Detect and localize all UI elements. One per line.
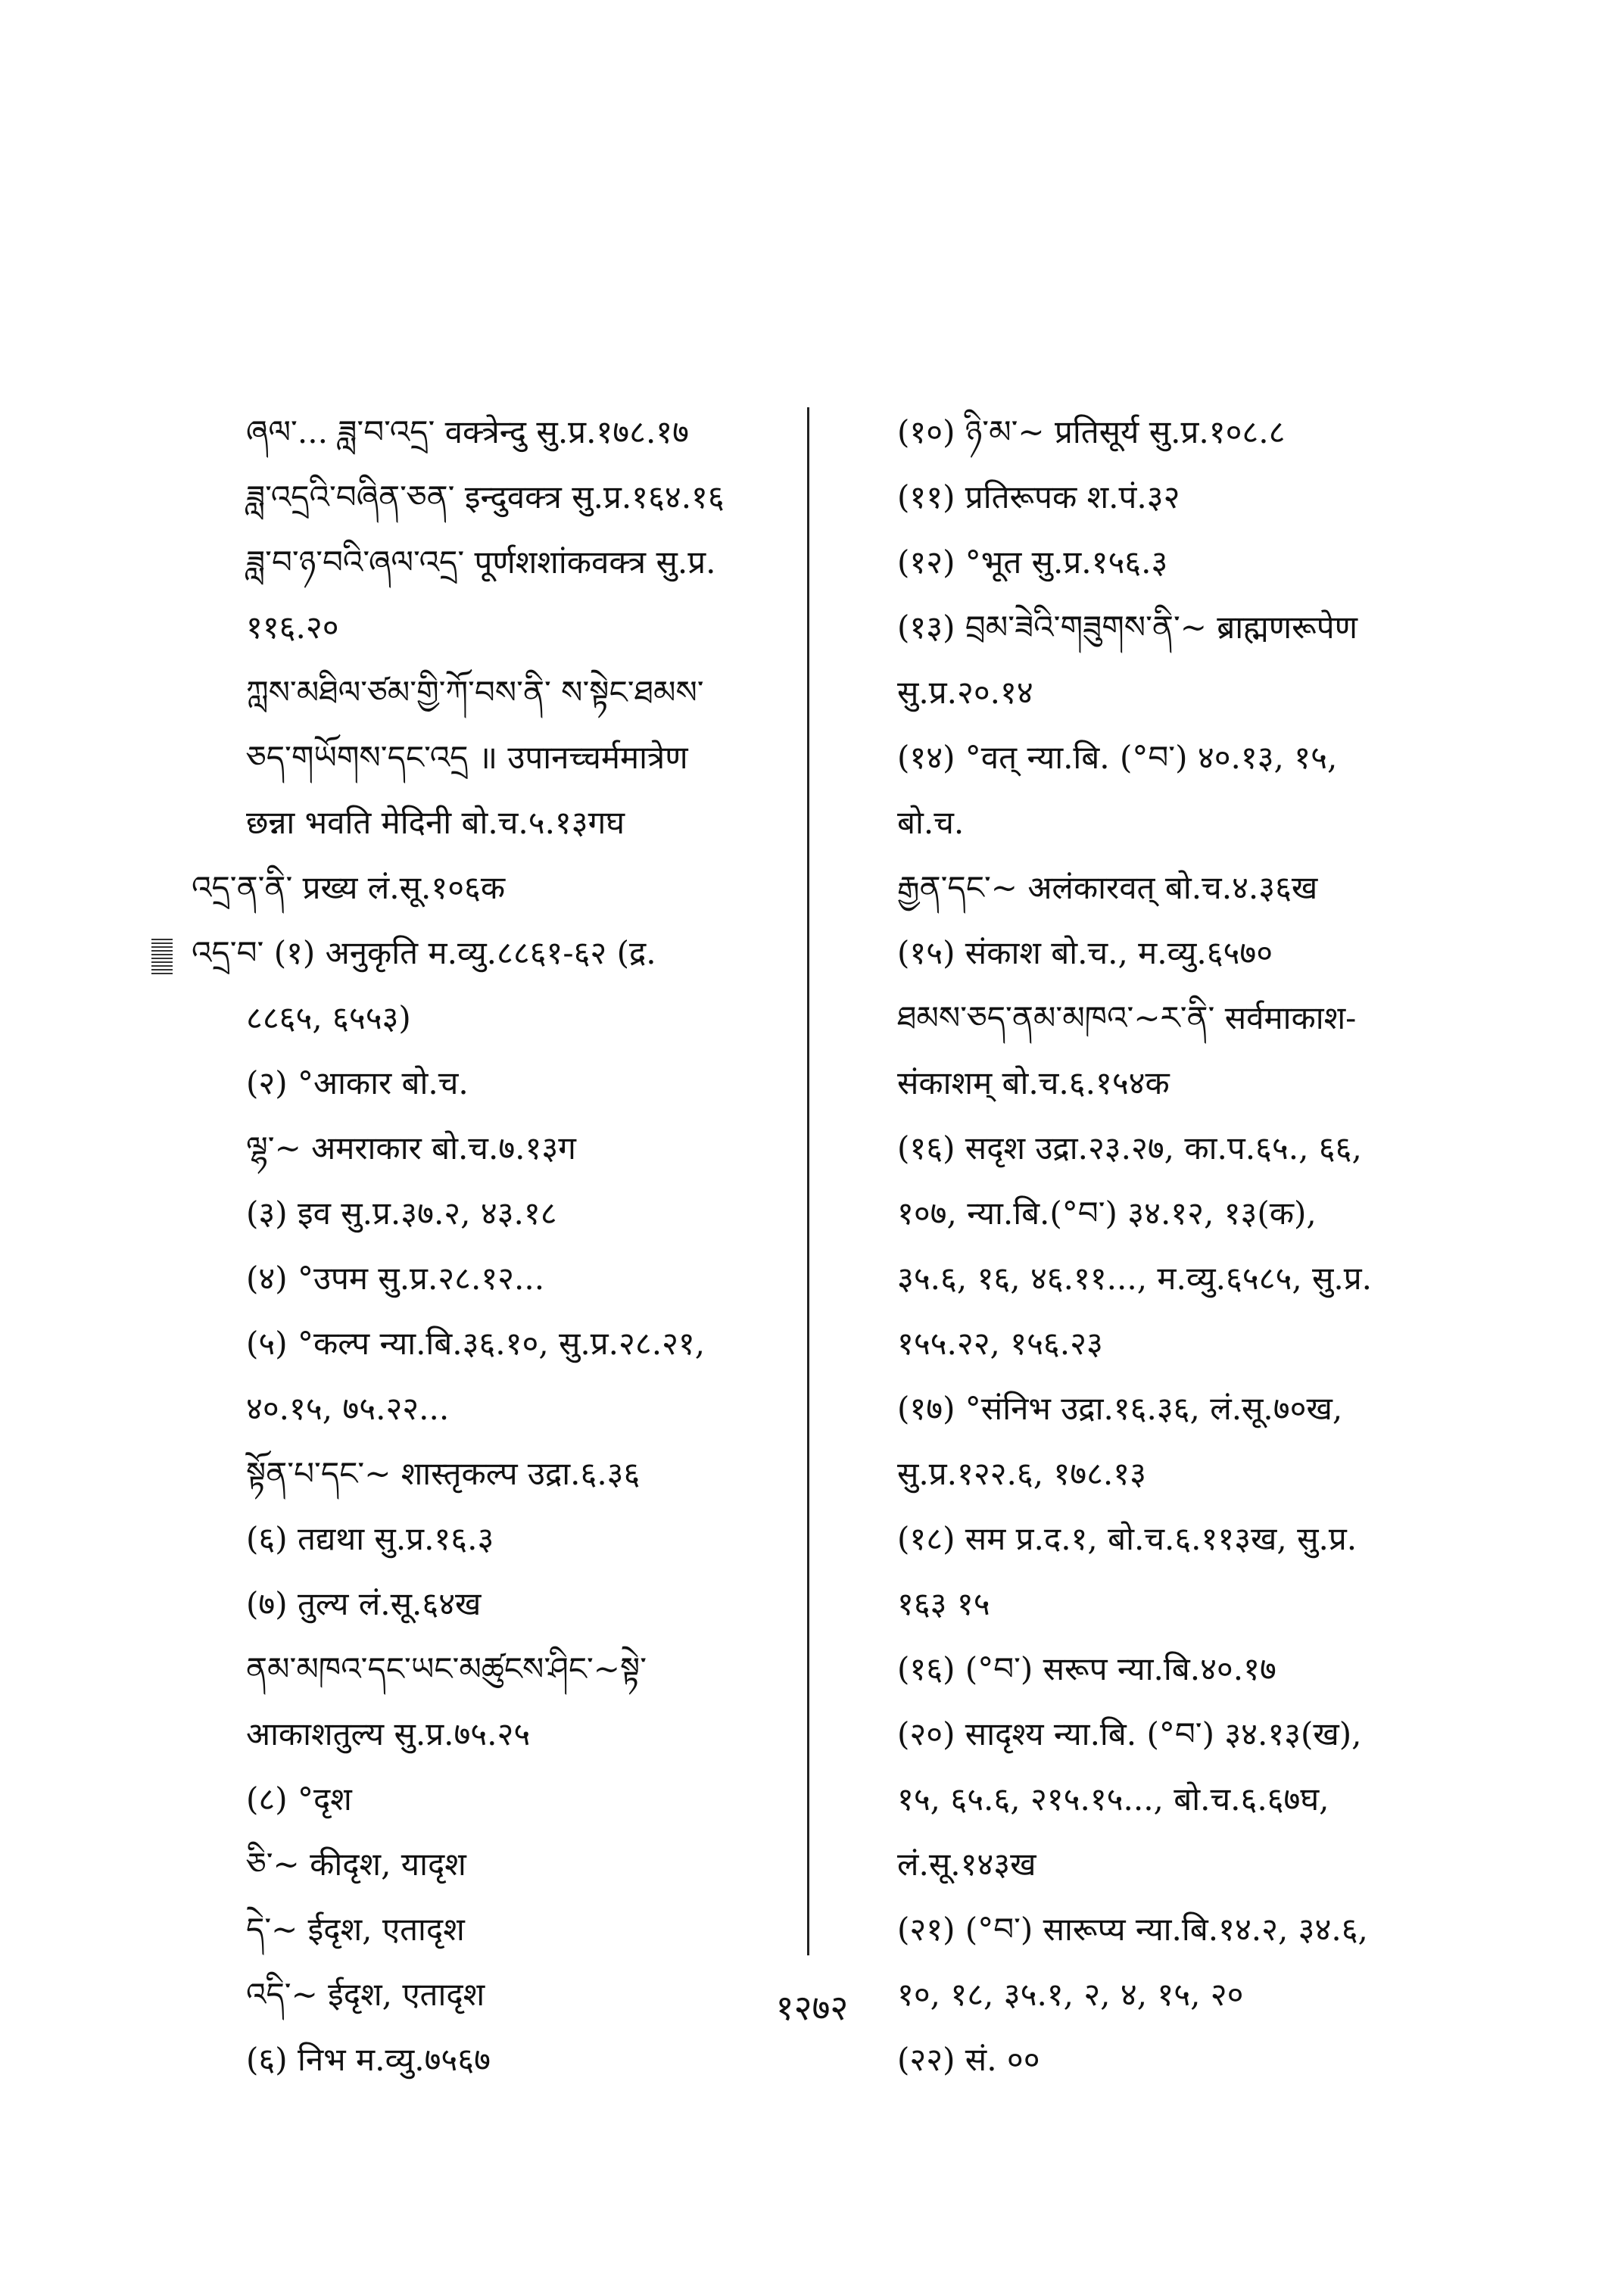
entry-line: ལྷ་~ अमराकार बो.च.७.१३ग bbox=[246, 1129, 576, 1167]
entry-line: (१८) सम प्र.द.१, बो.च.६.११३ख, सु.प्र. bbox=[897, 1520, 1357, 1557]
page-number: १२७२ bbox=[775, 1987, 849, 2028]
entry-line: आकाशतुल्य सु.प्र.७५.२५ bbox=[246, 1715, 531, 1752]
entry-line: ३५.६, १६, ४६.११..., म.व्यु.६५८५, सु.प्र. bbox=[897, 1260, 1373, 1297]
entry-line: དེ་~ ईदृश, एतादृश bbox=[246, 1911, 465, 1948]
entry-line: ཅི་~ कीदृश, यादृश bbox=[246, 1846, 466, 1883]
entry-line: १५५.२२, १५६.२३ bbox=[897, 1325, 1103, 1362]
entry-line: (१६) (°བ་) सरूप न्या.बि.४०.१७ bbox=[897, 1650, 1276, 1687]
entry-line: ८८६५, ६५५३) bbox=[246, 999, 411, 1036]
entry-line: (१५) संकाश बो.च., म.व्यु.६५७० bbox=[897, 934, 1273, 971]
entry-line: संकाशम् बो.च.६.१५४क bbox=[897, 1064, 1170, 1101]
entry-line: (१४) °वत् न्या.बि. (°བ་) ४०.१३, १५, bbox=[897, 739, 1338, 776]
entry-line: १०७, न्या.बि.(°བ་) ३४.१२, १३(क), bbox=[897, 1195, 1317, 1232]
entry-line: ཐམས་ཅད་ནམ་མཁའ་~ར་ནི་ सर्वमाकाश- bbox=[897, 999, 1357, 1036]
entry-line: सु.प्र.२०.१४ bbox=[897, 674, 1033, 711]
entry-line: (२२) सं. ०० bbox=[897, 2041, 1040, 2078]
entry-line: (१३) བྲམ་ཟེའི་གཟུགས་ནི་~ ब्राह्मणरूपेण bbox=[897, 609, 1358, 646]
column-divider bbox=[807, 407, 809, 1955]
entry-line: འདྲ་ན་ནི་ प्रख्य लं.सू.१०६क bbox=[192, 869, 506, 906]
entry-line: (२) °आकार बो.च. bbox=[246, 1064, 469, 1101]
margin-tick-marks bbox=[151, 939, 173, 977]
entry-line: འདྲ་བ་ (१) अनुकृति म.व्यु.८८६१-६२ (द्र. bbox=[192, 934, 656, 971]
entry-line: (४) °उपम सु.प्र.२८.१२... bbox=[246, 1260, 545, 1297]
entry-line: बो.च. bbox=[897, 804, 965, 841]
entry-line: (६) निभ म.व्यु.७५६७ bbox=[246, 2041, 491, 2078]
entry-line: ཅད་གཡོགས་དང་འདྲ ॥ उपानच्चर्ममात्रेण bbox=[246, 739, 688, 776]
entry-line: (५) °कल्प न्या.बि.३६.१०, सु.प्र.२८.२१, bbox=[246, 1325, 706, 1362]
entry-line: (१६) सदृश उद्रा.२३.२७, का.प.६५., ६६, bbox=[897, 1129, 1362, 1167]
entry-line: (८) °दृश bbox=[246, 1781, 352, 1818]
entry-line: ཞལ་... ཟླ་བ་འདྲ་ वक्त्रेन्दु सु.प्र.१७८.१७ bbox=[246, 413, 689, 450]
entry-line: འདི་~ ईदृश, एतादृश bbox=[246, 1976, 485, 2013]
entry-line: (२०) सादृश्य न्या.बि. (°བ་) ३४.१३(ख), bbox=[897, 1715, 1362, 1752]
entry-line: སྟོན་པ་དང་~ शास्तृकल्प उद्रा.६.३६ bbox=[246, 1455, 641, 1492]
entry-line: ནམ་མཁའ་དང་ཡང་མཚུངས་ཤིང་~སྟེ་ bbox=[246, 1650, 647, 1687]
entry-line: ཀླས་མཐིལ་ཙམ་གྱི་ཀོ་བས་ནི་ ས་སྟེང་ཐམས་ bbox=[246, 674, 704, 711]
entry-line: सु.प्र.१२२.६, १७८.१३ bbox=[897, 1455, 1146, 1492]
entry-line: (७) तुल्य लं.सू.६४ख bbox=[246, 1585, 482, 1622]
entry-line: लं.सू.१४३ख bbox=[897, 1846, 1036, 1883]
entry-line: ११६.२० bbox=[246, 609, 339, 646]
entry-line: (११) प्रतिरूपक श.पं.३२ bbox=[897, 478, 1180, 516]
entry-line: (६) तद्यथा सु.प्र.१६.३ bbox=[246, 1520, 494, 1557]
entry-line: ४०.१५, ७५.२२... bbox=[246, 1390, 450, 1427]
entry-line: १६३ १५ bbox=[897, 1585, 990, 1622]
entry-line: (३) इव सु.प्र.३७.२, ४३.१८ bbox=[246, 1195, 557, 1232]
entry-line: རྒྱན་དང་~ अलंकारवत् बो.च.४.३६ख bbox=[897, 869, 1318, 906]
entry-line: छन्ना भवति मेदिनी बो.च.५.१३गघ bbox=[246, 804, 625, 841]
entry-line: (२१) (°བ་) सारूप्य न्या.बि.१४.२, ३४.६, bbox=[897, 1911, 1368, 1948]
left-column bbox=[192, 400, 799, 2092]
entry-line: (१७) °संनिभ उद्रा.१६.३६, लं.सू.७०ख, bbox=[897, 1390, 1343, 1427]
entry-line: १०, १८, ३५.१, २, ४, १५, २० bbox=[897, 1976, 1244, 2013]
entry-line: १५, ६५.६, २१५.१५..., बो.च.६.६७घ, bbox=[897, 1781, 1329, 1818]
entry-line: (१२) °भूत सु.प्र.१५६.३ bbox=[897, 544, 1168, 581]
right-column bbox=[897, 400, 1480, 2092]
entry-line: ཟླ་བ་ཉ་བའི་ཞལ་འདྲ་ पूर्णशशांकवक्त्र सु.प्र. bbox=[246, 544, 716, 581]
entry-line: ཟླ་འདྲའི་བཞིན་ཅན་ इन्दुवक्त्र सु.प्र.१६४.१६ bbox=[246, 478, 725, 516]
entry-line: (१०) ཉི་མ་~ प्रतिसूर्य सु.प्र.१०८.८ bbox=[897, 413, 1286, 450]
